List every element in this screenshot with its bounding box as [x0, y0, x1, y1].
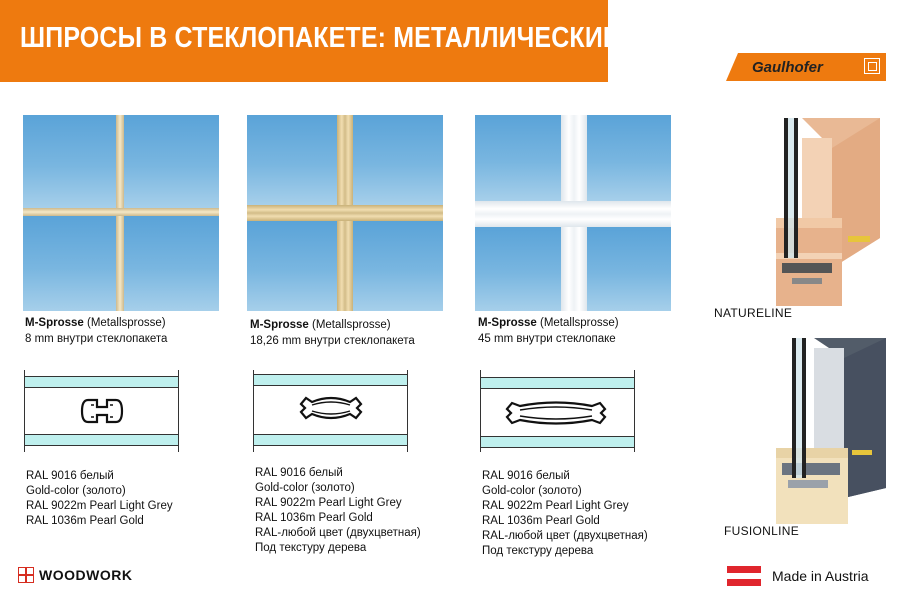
product-size: 8 mm внутри стеклопакета [25, 333, 168, 345]
muntin-section-18mm-icon [298, 394, 364, 422]
product-subtitle: (Metallsprosse) [312, 319, 391, 331]
muntin-photo-45mm [475, 115, 671, 311]
caption-8mm [25, 315, 167, 347]
fusionline-label: FUSIONLINE [724, 524, 800, 538]
gaulhofer-logo [726, 53, 886, 81]
product-subtitle: (Metallsprosse) [540, 317, 619, 329]
product-size: 18,26 mm внутри стеклопакета [250, 335, 415, 347]
header-banner [0, 0, 620, 82]
muntin-photo-8mm [23, 115, 219, 311]
caption-18mm [250, 317, 415, 349]
color-option: RAL 9016 белый [255, 467, 343, 479]
color-option: Gold-color (золото) [482, 485, 582, 497]
profile-diagram-8mm [24, 370, 179, 452]
color-option: Под текстуру дерева [255, 542, 367, 554]
page-title: ШПРОСЫ В СТЕКЛОПАКЕТЕ: МЕТАЛЛИЧЕСКИЕ [20, 22, 620, 54]
product-subtitle: (Metallsprosse) [87, 317, 166, 329]
muntin-section-8mm-icon [80, 396, 124, 426]
caption-45mm [478, 315, 619, 347]
color-option: RAL-любой цвет (двухцветная) [255, 527, 421, 539]
logo-square-icon [864, 58, 880, 74]
muntin-photo-18mm [247, 115, 443, 311]
austria-flag-icon [727, 566, 761, 586]
color-option: RAL 9022m Pearl Light Grey [482, 500, 629, 512]
color-option: RAL 9016 белый [482, 470, 570, 482]
muntin-section-45mm-icon [504, 399, 608, 427]
color-list-18mm [255, 466, 421, 556]
color-option: Gold-color (золото) [26, 485, 126, 497]
product-name: M-Sprosse [478, 317, 537, 329]
color-option: RAL 9022m Pearl Light Grey [255, 497, 402, 509]
color-option: Под текстуру дерева [482, 545, 594, 557]
made-in-text: Made in Austria [772, 568, 869, 584]
color-option: RAL-любой цвет (двухцветная) [482, 530, 648, 542]
profile-diagram-18mm [253, 370, 408, 452]
brand-name: Gaulhofer [752, 59, 823, 76]
product-name: M-Sprosse [250, 319, 309, 331]
color-option: RAL 9016 белый [26, 470, 114, 482]
color-option: RAL 9022m Pearl Light Grey [26, 500, 173, 512]
color-option: Gold-color (золото) [255, 482, 355, 494]
profile-diagram-45mm [480, 370, 635, 452]
color-option: RAL 1036m Pearl Gold [255, 512, 373, 524]
color-option: RAL 1036m Pearl Gold [482, 515, 600, 527]
woodwork-grid-icon [18, 567, 34, 583]
product-name: M-Sprosse [25, 317, 84, 329]
product-size: 45 mm внутри стеклопаке [478, 333, 616, 345]
company-name: WOODWORK [39, 567, 133, 583]
natureline-label: NATURELINE [714, 306, 793, 320]
natureline-window-image [772, 118, 880, 308]
color-list-45mm [482, 469, 648, 559]
color-option: RAL 1036m Pearl Gold [26, 515, 144, 527]
color-list-8mm [26, 469, 173, 529]
fusionline-window-image [774, 338, 886, 526]
